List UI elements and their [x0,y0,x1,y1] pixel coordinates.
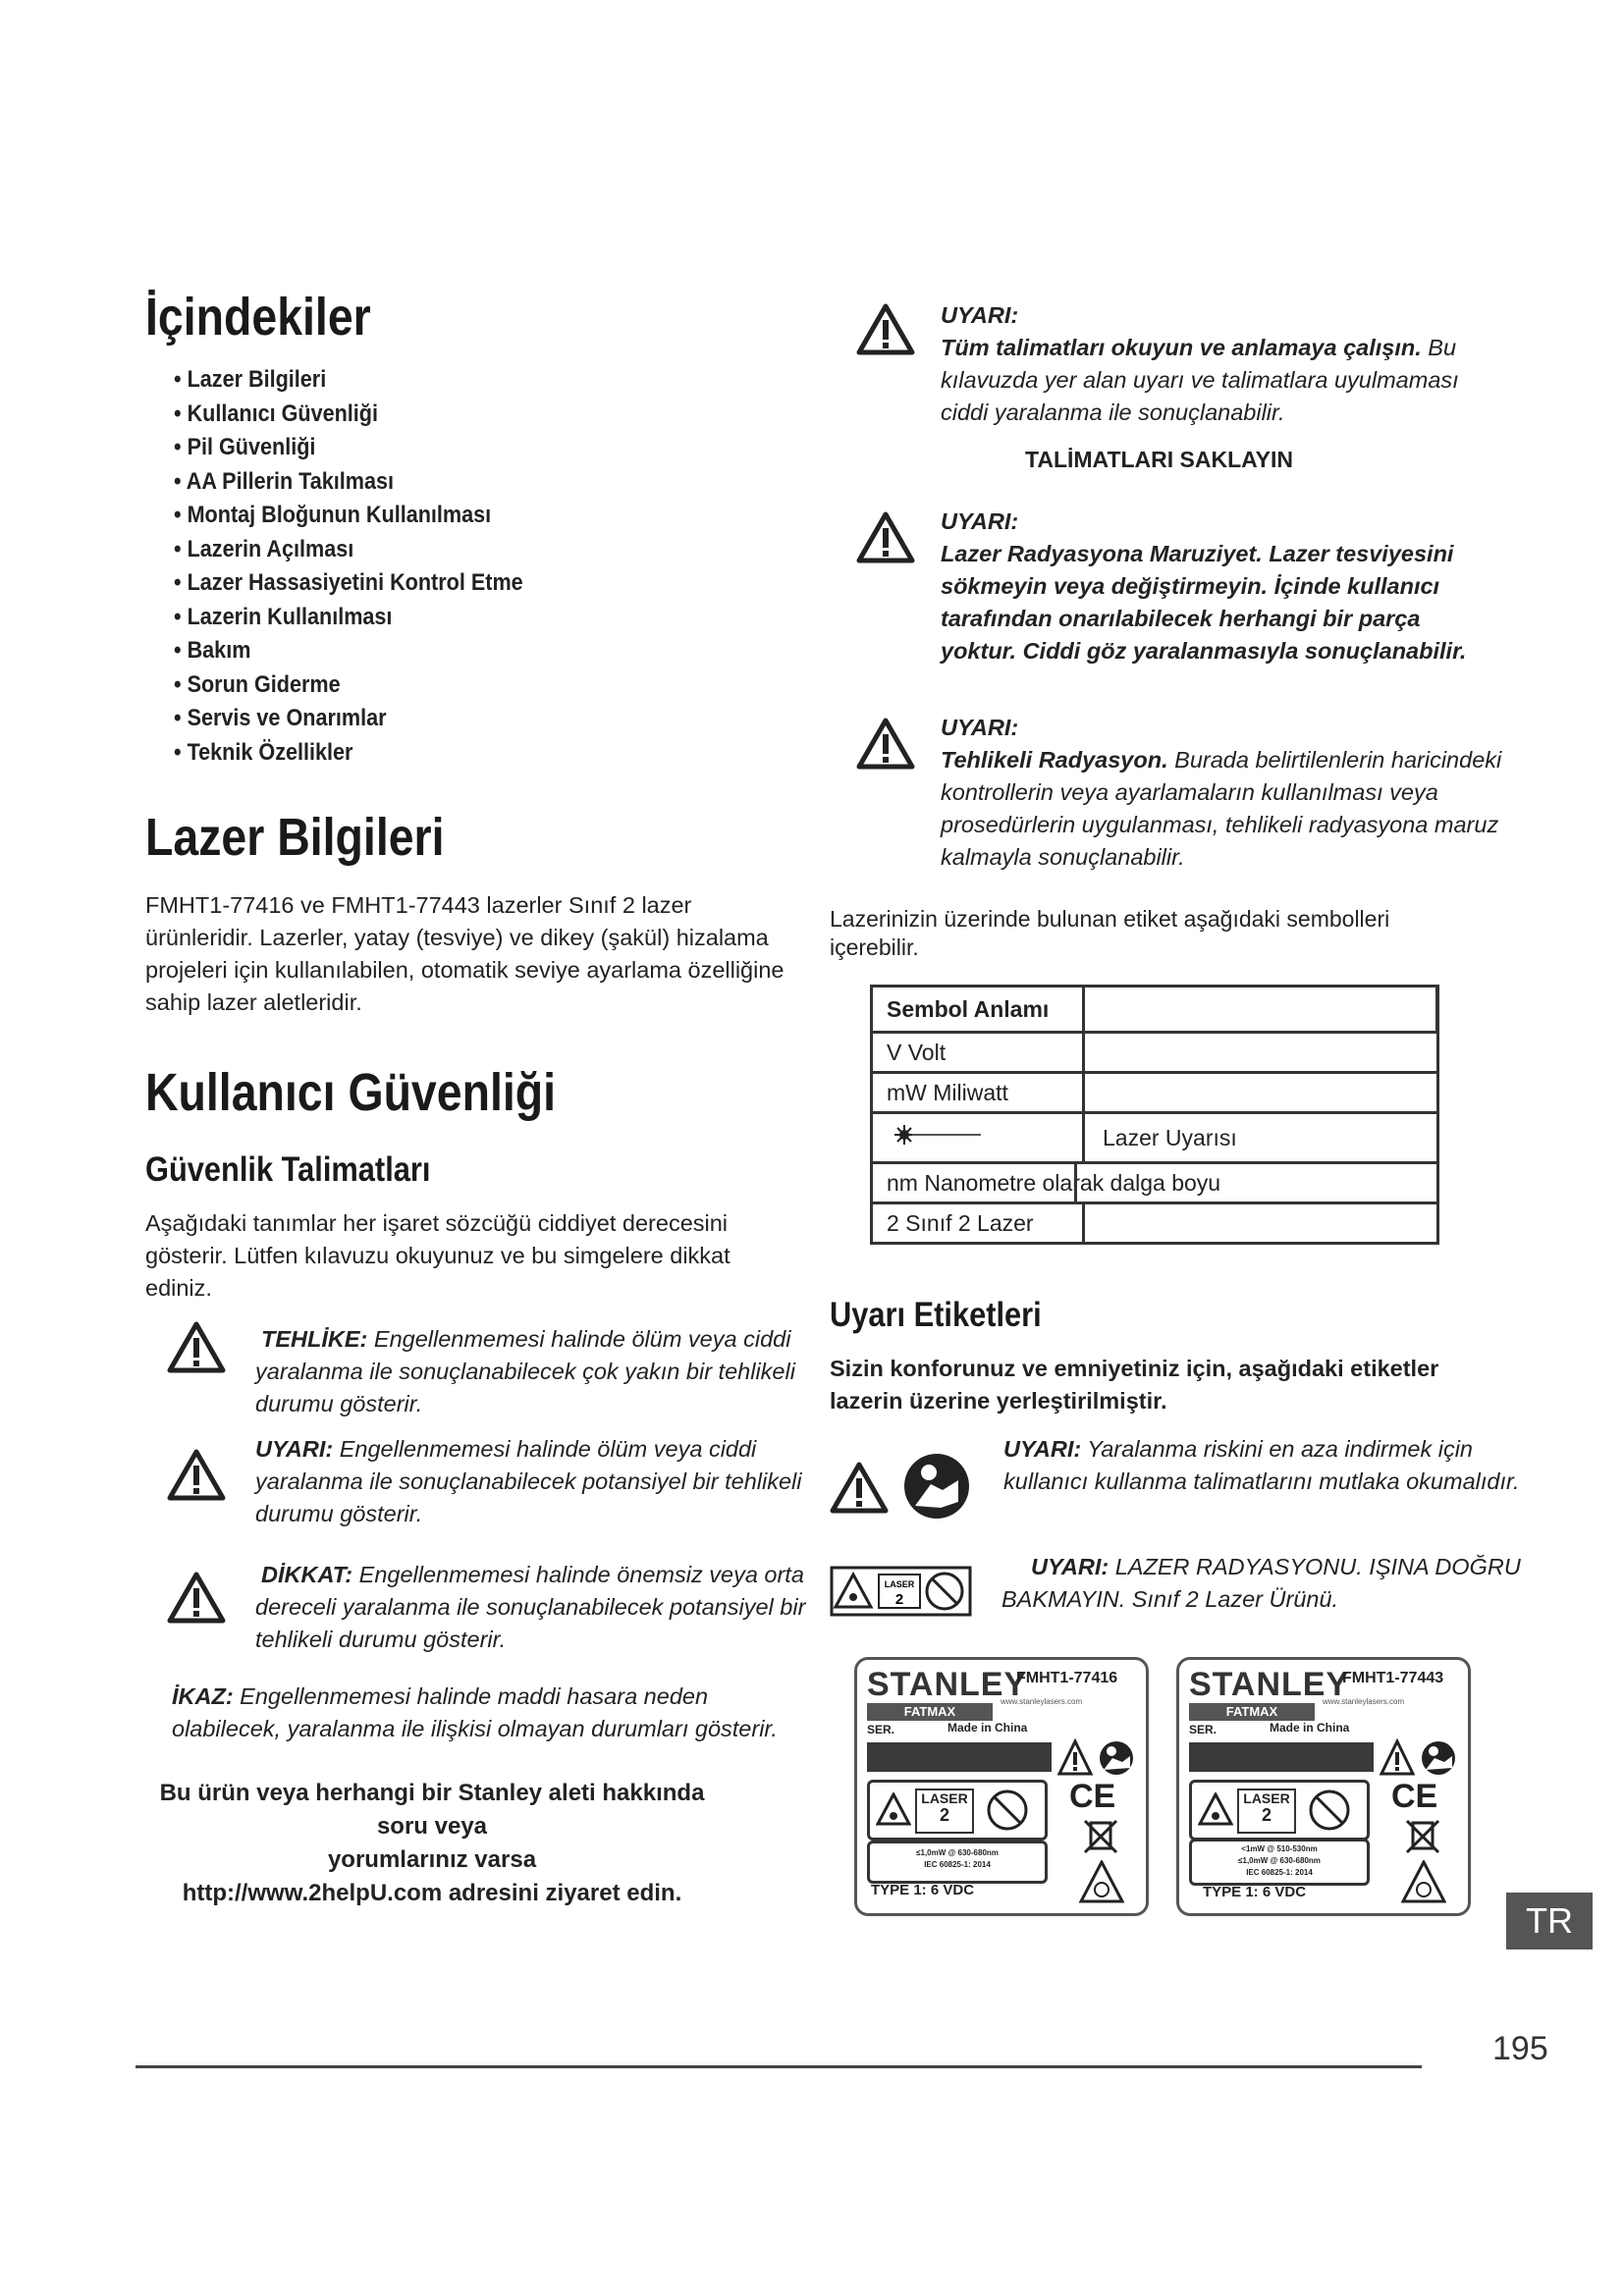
warning-labels-title: Uyarı Etiketleri [830,1296,1042,1334]
model-number: FMHT1-77443 [1342,1670,1444,1686]
stanley-brand: Stanley [458,1780,543,1806]
warning-label: UYARI: [1031,1554,1110,1579]
notice-text: Engellenmemesi halinde maddi hasara neden olabilecek, yaralanma ile ilişkisi olmayan durumları gösterir. [172,1683,778,1741]
toc-item[interactable]: • Sorun Giderme [174,670,341,698]
warning-triangle-icon [856,302,915,355]
table-cell [1084,1203,1438,1244]
warning-triangle-icon [856,717,915,770]
laser-info-title: Lazer Bilgileri [145,808,445,867]
toc-item[interactable]: • Pil Güvenliği [174,434,316,460]
warning-label: UYARI: [941,302,1019,328]
warning-read-instructions [941,299,1490,429]
serial-label: SER. [1189,1723,1218,1736]
svg-text:2: 2 [894,1591,904,1608]
serial-label: SER. [867,1723,895,1736]
serial-bar [867,1742,1052,1772]
fatmax-badge: FATMAX [1189,1703,1315,1721]
made-in-label: Made in China [947,1721,1028,1735]
fatmax-badge: FATMAX [867,1703,993,1721]
toc-item[interactable]: • Lazer Hassasiyetini Kontrol Etme [174,569,523,596]
warning-triangle-icon [167,1571,226,1624]
no-stare-icon [986,1789,1029,1832]
recycle-warning-icon [1079,1860,1124,1903]
toc-item[interactable]: • Lazer Bilgileri [174,366,327,393]
laser-class2-label-icon [830,1566,972,1617]
battery-type: TYPE 1: 6 VDC [1203,1884,1307,1900]
label-laser-radiation-text [1001,1551,1551,1616]
warning-bold: Lazer Radyasyona Maruziyet. Lazer tesviyesini sökmeyin veya değiştirmeyin. İçinde kullanıcı tarafından onarılabilecek herhangi bir parça yoktur. Ciddi göz yaralanmasıyla sonuçlanabilir. [941,541,1467,664]
table-cell [872,1163,1438,1203]
contact-text: aleti hakkında soru veya [376,1780,705,1840]
toc-title: İçindekiler [145,288,371,347]
table-cell [872,1113,1084,1163]
laser-beam-icon [887,1123,985,1147]
notice-label: İKAZ: [172,1683,234,1709]
table-cell [1084,987,1438,1033]
brand-logo: STANLEY [867,1666,1028,1703]
column-divider [1074,1164,1077,1201]
table-cell: Lazer Uyarısı [1084,1113,1438,1163]
battery-type: TYPE 1: 6 VDC [871,1882,975,1898]
caution-text: Engellenmemesi halinde önemsiz veya orta dereceli yaralanma ile sonuçlanabilecek potansiyel bir tehlikeli durumu gösterir. [255,1562,806,1652]
toc-item[interactable]: • AA Pillerin Takılması [174,467,395,495]
warning-text: Yaralanma riskini en aza indirmek için kullanıcı kullanma talimatlarını mutlaka okumalıdır. [1003,1436,1520,1494]
toc-item[interactable]: • Bakım [174,637,251,664]
caution-definition [255,1559,820,1656]
laser-info-body: FMHT1-77416 ve FMHT1-77443 lazerler Sınıf 2 lazer ürünleridir. Lazerler, yatay (tesviye) ve dikey (şakül) hizalama projeleri için kullanılabilen, otomatik seviye ayarlama özelliğine sahip lazer aletleridir. [145,892,785,1015]
table-row [872,1073,1438,1113]
warning-label: UYARI: [1003,1436,1082,1462]
warning-laser-exposure [941,506,1500,667]
laser-spec-box [1189,1839,1370,1886]
toc-item[interactable]: • Kullanıcı Güvenliği [174,400,378,427]
read-manual-icon [901,1451,972,1522]
laser-text: LASER [921,1790,968,1806]
warning-text: LAZER RADYASYONU. IŞINA DOĞRU BAKMAYIN. Sınıf 2 Lazer Ürünü. [1001,1554,1521,1612]
warning-bold: Tüm talimatları okuyun ve anlamaya çalışın. [941,335,1422,360]
laser-spec: <1mW @ 510-530nm [1241,1844,1318,1853]
laser-class-box [1189,1780,1370,1841]
table-cell: mW Miliwatt [872,1073,1084,1113]
toc-list [174,363,562,770]
warning-label: UYARI: [255,1436,334,1462]
toc-item[interactable]: • Montaj Bloğunun Kullanılması [174,502,492,528]
caution-label: DİKKAT: [261,1562,353,1587]
laser-text: LASER [1243,1790,1290,1806]
svg-text:LASER: LASER [884,1579,915,1589]
label-website: www.stanleylasers.com [1001,1697,1083,1706]
toc-item[interactable]: • Lazerin Açılması [174,535,354,562]
danger-label: TEHLİKE: [261,1326,368,1352]
label-read-manual-text [1003,1433,1534,1498]
warning-bold: Tehlikeli Radyasyon. [941,747,1168,773]
notice-definition [172,1681,810,1745]
laser-spec: ≤1,0mW @ 630-680nm [916,1848,999,1857]
safety-instructions-subtitle: Güvenlik Talimatları [145,1150,431,1189]
laser-spec: IEC 60825-1: 2014 [924,1860,991,1869]
warning-text: Bu kılavuzda yer alan uyarı ve talimatlara uyulmaması ciddi yaralanma ile sonuçlanabilir. [941,335,1459,425]
toc-item[interactable]: • Lazerin Kullanılması [174,603,393,630]
weee-bin-icon [1403,1817,1442,1856]
table-cell [1084,1073,1438,1113]
laser-spec: ≤1,0mW @ 630-680nm [1238,1856,1321,1865]
laser-class-badge [1237,1789,1296,1834]
symbols-intro: Lazerinizin üzerinde bulunan etiket aşağıdaki sembolleri içerebilir. [830,906,1390,960]
contact-text: Bu ürün veya herhangi bir [159,1780,459,1806]
laser-spec-box [867,1841,1048,1884]
warning-definition [255,1433,815,1530]
brand-logo: STANLEY [1189,1666,1350,1703]
user-safety-title: Kullanıcı Güvenliği [145,1063,557,1122]
warning-hazardous-radiation [941,712,1505,874]
danger-definition [255,1323,805,1420]
laser-spec: IEC 60825-1: 2014 [1246,1868,1313,1877]
recycle-warning-icon [1401,1860,1446,1903]
contact-text: yorumlarınız varsa [327,1846,537,1873]
warning-triangle-icon [167,1320,226,1373]
contact-url[interactable]: http://www.2helpU.com adresini ziyaret edin. [182,1880,682,1906]
warning-triangle-icon [856,510,915,563]
laser-warning-icon [1198,1792,1233,1826]
model-number: FMHT1-77416 [1016,1670,1118,1686]
table-cell: 2 Sınıf 2 Lazer [872,1203,1084,1244]
warning-label: UYARI: [941,715,1019,740]
symbol-table [870,985,1439,1245]
warning-triangle-icon [830,1461,889,1514]
danger-text: Engellenmemesi halinde ölüm veya ciddi yaralanma ile sonuçlanabilecek çok yakın bir tehlikeli durumu gösterir. [255,1326,795,1416]
ce-mark: CE [1391,1778,1438,1815]
laser-class-box [867,1780,1048,1841]
footer-rule [135,2065,1422,2068]
warning-triangle-icon [167,1448,226,1501]
safety-intro: Aşağıdaki tanımlar her işaret sözcüğü ciddiyet derecesini gösterir. Lütfen kılavuzu okuyunuz ve bu simgelere dikkat ediniz. [145,1210,731,1301]
save-instructions: TALİMATLARI SAKLAYIN [1025,447,1294,472]
laser-class-badge [915,1789,974,1834]
warning-labels-intro: Sizin konforunuz ve emniyetiniz için, aşağıdaki etiketler lazerin üzerine yerleştirilmiştir. [830,1356,1439,1414]
contact-info [137,1777,727,1910]
made-in-label: Made in China [1270,1721,1350,1735]
table-cell: V Volt [872,1033,1084,1073]
table-row [872,1203,1438,1244]
warning-manual-icon [1380,1738,1462,1778]
table-row [872,987,1438,1033]
page-number: 195 [1492,2030,1548,2067]
toc-item[interactable]: • Servis ve Onarımlar [174,705,387,731]
warning-label: UYARI: [941,508,1019,534]
warning-text: Engellenmemesi halinde ölüm veya ciddi yaralanma ile sonuçlanabilecek potansiyel bir tehlikeli durumu gösterir. [255,1436,802,1526]
toc-item[interactable]: • Teknik Özellikler [174,738,353,766]
language-tab: TR [1506,1893,1593,1949]
laser-warning-icon [876,1792,911,1826]
laser-class: 2 [1261,1805,1272,1825]
product-label-77443 [1176,1657,1471,1916]
no-stare-icon [1308,1789,1351,1832]
table-row [872,1113,1438,1163]
table-row [872,1163,1438,1203]
laser-class: 2 [939,1805,949,1825]
table-row [872,1033,1438,1073]
ce-mark: CE [1069,1778,1116,1815]
table-cell [1084,1033,1438,1073]
warning-text: Burada belirtilenlerin haricindeki kontrollerin veya ayarlamaların kullanılması veya prosedürlerin uygulanması, tehlikeli radyasyona maruz kalmayla sonuçlanabilir. [941,747,1502,870]
label-website: www.stanleylasers.com [1323,1697,1405,1706]
table-header: Sembol Anlamı [872,987,1084,1033]
serial-bar [1189,1742,1374,1772]
table-cell-text: nm Nanometre olarak dalga boyu [887,1169,1221,1196]
product-label-77416 [854,1657,1149,1916]
warning-manual-icon [1057,1738,1140,1778]
weee-bin-icon [1081,1817,1120,1856]
